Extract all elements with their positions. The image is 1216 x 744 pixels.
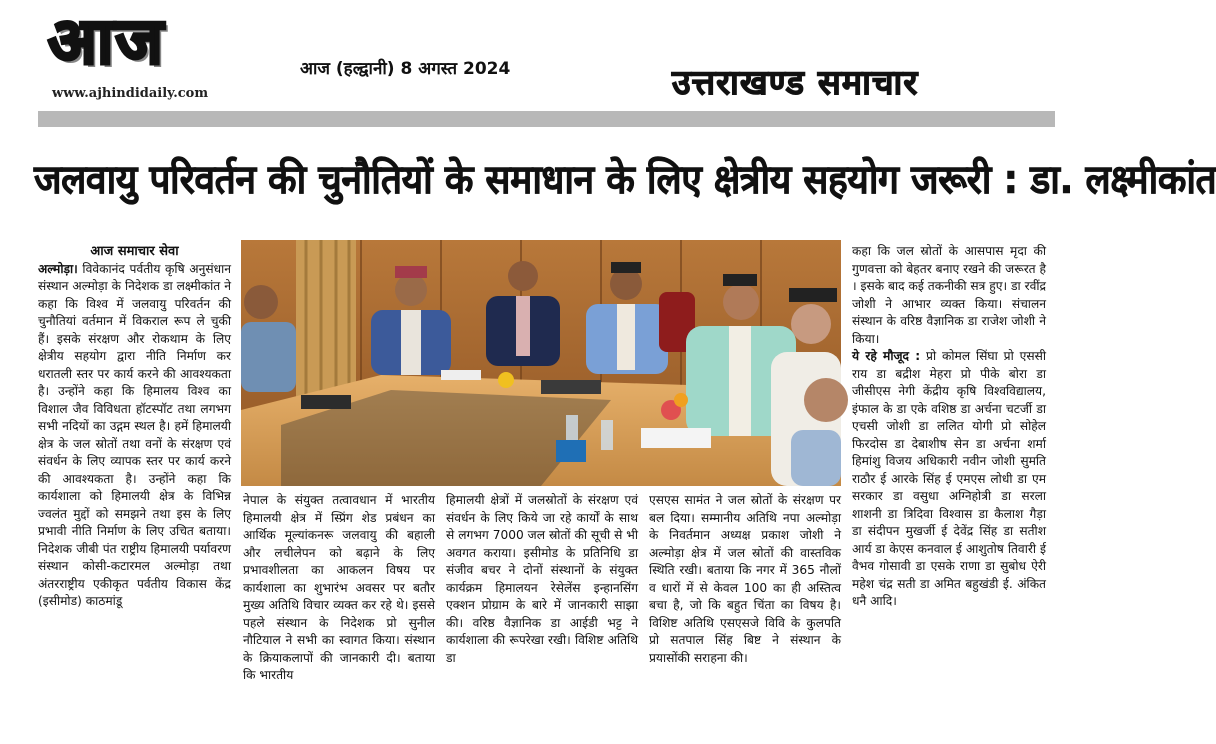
column-4-text: एसएस सामंत ने जल स्रोतों के संरक्षण पर बल दिया। सम्मानीय अतिथि नपा अल्मोड़ा के निवर्तमान अध्यक्ष प्रकाश जोशी ने अल्मोड़ा क्षेत्र में जल स्रोतों की वास्तविक स्थिति रखी। बताया कि नगर में 365 नौलों व धारों में से केवल 100 का ही अस्तित्व बचा है, जो कि बहुत चिंता का विषय है। विशिष्ट अतिथि एसएसजे विवि के कुलपति प्रो सतपाल सिंह बिष्ट ने संस्थान के प्रयासोंकी सराहना की। (649, 493, 841, 665)
column-3-text: हिमालयी क्षेत्रों में जलस्रोतों के संरक्षण एवं संवर्धन के लिए किये जा रहे कार्यों के साथ से लगभग 7000 जल स्रोतों की सूची से भी अवगत कराया। इसीमोड के प्रतिनिधि डा संजीव बचर ने दोनों संस्थानों के संयुक्त कार्यक्रम हिमालयन रेसेलेंस इन्हानसिंग एक्शन प्रोग्राम के बारे में जानकारी साझा की। वरिष्ठ वैज्ञानिक डा आईडी भट्ट ने कार्यशाला की रूपरेखा रखी। विशिष्ट अतिथि डा (446, 493, 638, 665)
article-column-2 (243, 492, 435, 744)
section-title: उत्तराखण्ड समाचार (672, 63, 919, 103)
event-photo (241, 240, 841, 486)
article-headline: जलवायु परिवर्तन की चुनौतियों के समाधान के लिए क्षेत्रीय सहयोग जरूरी : डा. लक्ष्मीकांत (34, 157, 1216, 203)
column-2-text: नेपाल के संयुक्त तत्वावधान में भारतीय हिमालयी क्षेत्र में स्प्रिंग शेड प्रबंधन का आर्थिक मूल्यांकनरू जलवायु की बहाली और लचीलेपन को बढ़ाने के लिए प्रभावशीलता का आकलन विषय पर कार्यशाला का शुभारंभ अवसर पर बतौर मुख्य अतिथि विचार व्यक्त कर रहे थे। इससे पहले संस्थान के निदेशक प्रो सुनील नौटियाल ने सभी का स्वागत किया। संस्थान के क्रियाकलापों की जानकारी दी। बताया कि भारतीय (243, 493, 435, 682)
article-column-4 (649, 492, 841, 744)
byline: आज समाचार सेवा (90, 244, 179, 259)
meeting-photo-illustration (241, 240, 841, 486)
attendees-label: ये रहे मौजूद : (852, 349, 921, 363)
article-column-3 (446, 492, 638, 744)
newspaper-logo (48, 5, 218, 80)
article-column-5 (852, 243, 1046, 743)
column-1-text: विवेकानंद पर्वतीय कृषि अनुसंधान संस्थान अल्मोड़ा के निदेशक डा लक्ष्मीकांत ने कहा कि विश्व में जलवायु परिवर्तन की चुनौतियां वर्तमान में विकराल रूप ले चुकी हैं। इसके संरक्षण और रोकथाम के लिए क्षेत्रीय सहयोग द्वारा नीति निर्माण कर धरातली स्तर पर कार्य करने की आवश्यकता है। उन्होंने कहा कि हिमालय विश्व का विशाल जैव विविधता हॉटस्पॉट तथा लगभग सभी नदियों का उद्गम स्थल है। हमें हिमालयी क्षेत्र के जल स्रोतों तथा वनों के संरक्षण एवं संवर्धन के लिए व्यापक स्तर पर कार्य करने की आवश्यकता है। उन्होंने कहा कि कार्यशाला को हिमालयी क्षेत्र के विभिन्न ज्वलंत मुद्दों को समझने तथा इस के लिए प्रभावी नीति निर्माण के लिए उचित बताया। निदेशक जीबी पंत राष्ट्रीय हिमालयी पर्यावरण संस्थान कोसी-कटारमल अल्मोड़ा तथा अंतरराष्ट्रीय एकीकृत पर्वतीय विकास केंद्र (इसीमोड) काठमांडू (38, 261, 231, 608)
attendees-list: प्रो कोमल सिंघा प्रो एससी राय डा बद्रीश मेहरा प्रो पीके बोरा डा जीसीएस नेगी केंद्रीय कृषि विश्वविद्यालय, इंफाल के डा एके वशिष्ठ डा अर्चना चटर्जी डा एचसी जोशी डा ललित योगी प्रो सोहेल फिरदोस डा देबाशीष सेन डा अर्चना शर्मा हिमांशु विजय अधिकारी नवीन जोशी सुमति राठौर ई आरके सिंह ई एमएस लोधी डा एम सरकार डा वसुधा अग्निहोत्री डा सरला शाशनी डा त्रिदिवा विश्वास डा कैलाश गैड़ा डा संदीपन मुखर्जी ई देवेंद्र सिंह डा सतीश आर्य डा केएस कनवाल ई आशुतोष तिवारी ई वैभव गोसावी डा एसके राणा डा सुबोध ऐरी महेश चंद्र सती डा अमित बहुखंडी ई. अंकित धनै आदि। (852, 349, 1047, 608)
header-rule (38, 111, 1055, 127)
website-url[interactable]: www.ajhindidaily.com (52, 86, 209, 101)
edition-dateline: आज (हल्द्वानी) 8 अगस्त 2024 (300, 59, 511, 79)
column-5-text-a: कहा कि जल स्रोतों के आसपास मृदा की गुणवत्ता को बेहतर बनाए रखने की जरूरत है । इसके बाद कई तकनीकी सत्र हुए। डा रवींद्र जोशी ने आभार व्यक्त किया। संचालन संस्थान के वरिष्ठ वैज्ञानिक डा राजेश जोशी ने किया। (852, 244, 1046, 346)
dateline-place: अल्मोड़ा। (38, 261, 78, 276)
article-column-1 (38, 243, 231, 743)
logo-text: आज (48, 5, 165, 79)
